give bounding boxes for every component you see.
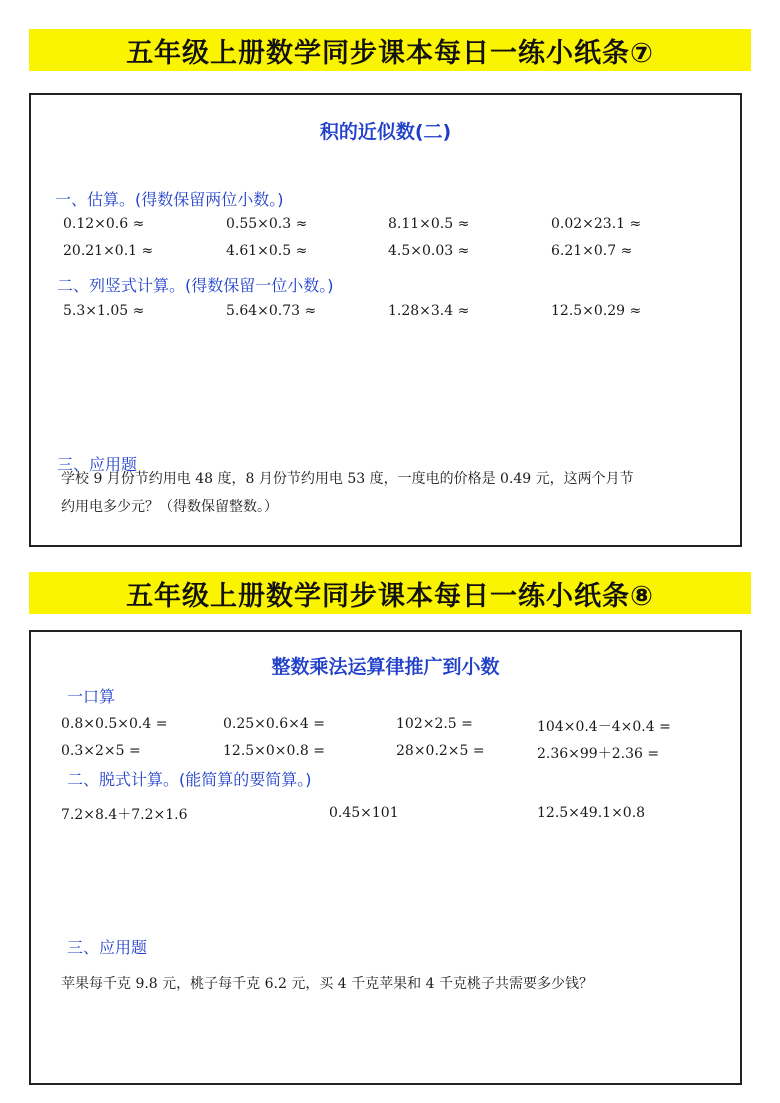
- strip7-q1-4: 0.02×23.1 ≈: [551, 216, 642, 232]
- strip8-section3-heading: 三、应用题: [67, 938, 148, 957]
- strip7-card: [29, 93, 742, 547]
- strip8-q2-3: 12.5×49.1×0.8: [537, 805, 646, 821]
- strip7-problem-line1: 学校 9 月份节约用电 48 度，8 月份节约用电 53 度，一度电的价格是 0.49 元，这两个月节: [61, 471, 634, 487]
- strip7-section1-heading: 一、估算。(得数保留两位小数。): [55, 190, 284, 209]
- strip7-q2-3: 1.28×3.4 ≈: [388, 303, 470, 319]
- strip8-q1-4: 104×0.4－4×0.4 =: [537, 719, 671, 735]
- strip7-q2-1: 5.3×1.05 ≈: [63, 303, 145, 319]
- strip8-q1-2: 0.25×0.6×4 =: [223, 716, 325, 732]
- strip7-q1-1: 0.12×0.6 ≈: [63, 216, 145, 232]
- strip7-section2-heading: 二、列竖式计算。(得数保留一位小数。): [57, 276, 334, 295]
- strip8-q1-3: 102×2.5 =: [396, 716, 473, 732]
- strip7-word-problem: [61, 465, 731, 521]
- strip8-q1-8: 2.36×99＋2.36 =: [537, 746, 660, 762]
- strip7-title: 积的近似数(二): [319, 121, 452, 143]
- strip7-q1-2: 0.55×0.3 ≈: [226, 216, 308, 232]
- strip8-q1-6: 12.5×0×0.8 =: [223, 743, 325, 759]
- strip7-q1-8: 6.21×0.7 ≈: [551, 243, 633, 259]
- strip7-problem-line2: 约用电多少元？（得数保留整数。）: [61, 499, 278, 515]
- strip8-title: 整数乘法运算律推广到小数: [271, 656, 500, 678]
- strip8-q2-1: 7.2×8.4＋7.2×1.6: [61, 807, 188, 823]
- strip8-section2-heading: 二、脱式计算。(能简算的要简算。): [67, 770, 312, 789]
- strip8-section1-heading: 一口算: [67, 687, 116, 706]
- strip7-q2-4: 12.5×0.29 ≈: [551, 303, 642, 319]
- strip7-q1-5: 20.21×0.1 ≈: [63, 243, 154, 259]
- strip8-word-problem: 苹果每千克 9.8 元，桃子每千克 6.2 元，买 4 千克苹果和 4 千克桃子共需要多少钱？: [61, 976, 593, 992]
- strip7-q1-6: 4.61×0.5 ≈: [226, 243, 308, 259]
- strip8-q2-2: 0.45×101: [329, 805, 399, 821]
- strip8-q1-5: 0.3×2×5 =: [61, 743, 141, 759]
- strip8-q1-1: 0.8×0.5×0.4 =: [61, 716, 168, 732]
- strip8-card: [29, 630, 742, 1085]
- strip7-q2-2: 5.64×0.73 ≈: [226, 303, 317, 319]
- strip7-q1-7: 4.5×0.03 ≈: [388, 243, 470, 259]
- strip8-q1-7: 28×0.2×5 =: [396, 743, 485, 759]
- strip7-q1-3: 8.11×0.5 ≈: [388, 216, 470, 232]
- strip8-banner: 五年级上册数学同步课本每日一练小纸条⑧: [29, 572, 751, 614]
- strip7-section3-heading: 三、应用题: [57, 455, 138, 474]
- strip7-banner: 五年级上册数学同步课本每日一练小纸条⑦: [29, 29, 751, 71]
